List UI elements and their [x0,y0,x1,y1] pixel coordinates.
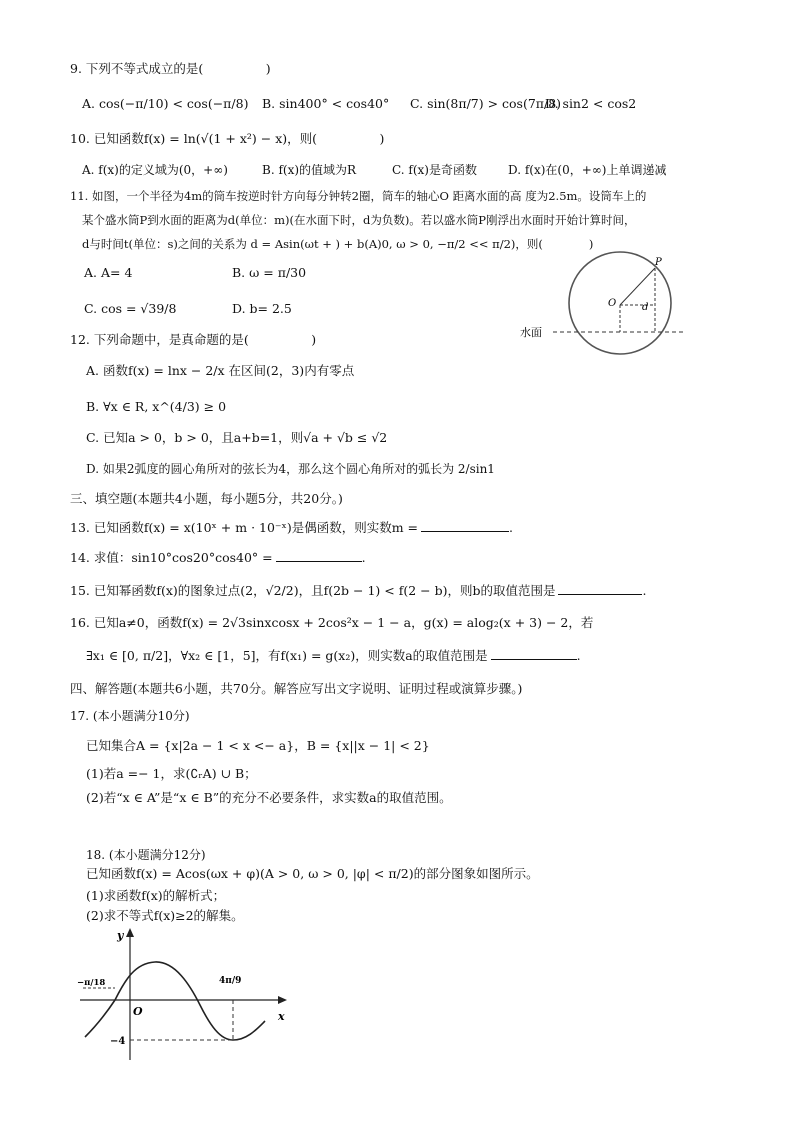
q12-option-d: D. 如果2弧度的圆心角所对的弦长为4，那么这个圆心角所对的弧长为 2/sin1 [86,462,495,476]
q9-stem: 9. 下列不等式成立的是( ) [70,61,271,76]
q10-option-c: C. f(x)是奇函数 [392,163,477,177]
graph-min-label: −4 [110,1036,126,1047]
cosine-curve [85,962,265,1040]
q9-option-a: A. cos(−π/10) < cos(−π/8) [82,96,249,111]
q18-line3: (2)求不等式f(x)≥2的解集。 [86,908,244,923]
q9-option-d: D. sin2 < cos2 [545,96,637,111]
q11-option-d: D. b= 2.5 [232,301,292,316]
q16-end: . [576,648,581,663]
label-water: 水面 [520,326,542,339]
q16-line2: ∃x₁ ∈ [0, π/2]，∀x₂ ∈ [1，5]，有f(x₁) = g(x₂)，则实数a的取值范围是 [86,648,488,663]
q11-option-b: B. ω = π/30 [232,265,307,280]
q17-line3: (2)若“x ∈ A”是“x ∈ B”的充分不必要条件，求实数a的取值范围。 [86,790,452,805]
q13-text: 13. 已知函数f(x) = x(10ˣ + m · 10⁻ˣ)是偶函数，则实数m = [70,520,419,535]
q12-option-c: C. 已知a > 0，b > 0，且a+b=1，则√a + √b ≤ √2 [86,430,388,445]
section-4-heading: 四、解答题(本题共6小题，共70分。解答应写出文字说明、证明过程或演算步骤。) [70,681,523,696]
q15-end: . [642,583,647,598]
q13-end: . [509,520,513,535]
label-p: P [655,257,662,268]
section-3-heading: 三、填空题(本题共4小题，每小题5分，共20分。) [70,491,343,506]
y-axis-arrow [126,928,134,937]
q15-text: 15. 已知幂函数f(x)的图象过点(2，√2/2)，且f(2b − 1) < f(2 − b)，则b的取值范围是 [70,583,556,598]
graph-x-label: x [278,1010,285,1023]
q11-option-c: C. cos = √39/8 [84,301,177,316]
q12-option-b: B. ∀x ∈ R, x^(4/3) ≥ 0 [86,399,227,414]
q11-line3: d与时间t(单位：s)之间的关系为 d = Asin(ωt + ) + b(A)0, ω > 0, −π/2 << π/2)，则( ) [82,237,594,251]
q15 [70,582,646,600]
graph-y-label: y [117,929,124,942]
label-o: O [608,298,617,309]
graph-origin-label: O [133,1005,143,1018]
q10-option-b: B. f(x)的值域为R [262,163,357,177]
q16-line1: 16. 已知a≠0，函数f(x) = 2√3sinxcosx + 2cos²x − 1 − a，g(x) = alog₂(x + 3) − 2，若 [70,615,594,630]
q13 [70,519,513,537]
q13-answer-blank[interactable] [421,519,509,532]
q17-head: 17. (本小题满分10分) [70,709,190,723]
q14-text: 14. 求值：sin10°cos20°cos40° = [70,550,273,565]
q18-head: 18. (本小题满分12分) [86,848,206,862]
q17-line1: 已知集合A = {x|2a − 1 < x <− a}，B = {x||x − 1| < 2} [86,738,430,753]
q16-answer-blank[interactable] [491,647,577,660]
q10-option-a: A. f(x)的定义域为(0，+∞) [82,163,228,177]
q14 [70,549,366,567]
q11-option-a: A. A= 4 [84,265,133,280]
q12-stem: 12. 下列命题中，是真命题的是( ) [70,332,317,347]
waterwheel-figure [515,250,695,360]
x-axis-arrow [278,996,287,1004]
q11-line1: 11. 如图，一个半径为4m的筒车按逆时针方向每分钟转2圈，筒车的轴心O 距离水面的高 度为2.5m。设筒车上的 [70,189,647,203]
q18-line2: (1)求函数f(x)的解析式； [86,888,226,903]
label-d: d [642,302,649,313]
q9-option-c: C. sin(8π/7) > cos(7π/8) [410,96,562,111]
q12-option-a: A. 函数f(x) = lnx − 2/x 在区间(2，3)内有零点 [86,363,355,378]
graph-right-tick-label: 4π/9 [219,976,242,986]
q14-end: . [361,550,366,565]
q18-line1: 已知函数f(x) = Acos(ωx + φ)(A > 0, ω > 0, |φ| < π/2)的部分图象如图所示。 [86,866,539,881]
q15-answer-blank[interactable] [558,582,642,595]
q10-stem: 10. 已知函数f(x) = ln(√(1 + x²) − x)，则( ) [70,131,385,146]
graph-left-tick-label: −π/18 [77,978,106,988]
q9-option-b: B. sin400° < cos40° [262,96,390,111]
q17-line2: (1)若a =− 1，求(∁ᵣA) ∪ B； [86,766,257,781]
cosine-graph-figure [75,925,295,1065]
q14-answer-blank[interactable] [276,549,362,562]
q16-line2-wrap [86,647,581,665]
radius-line [620,268,655,305]
q10-option-d: D. f(x)在(0，+∞)上单调递减 [508,163,667,177]
q11-line2: 某个盛水筒P到水面的距离为d(单位：m)(在水面下时，d为负数)。若以盛水筒P刚浮出水面时开始计算时间， [82,213,636,227]
